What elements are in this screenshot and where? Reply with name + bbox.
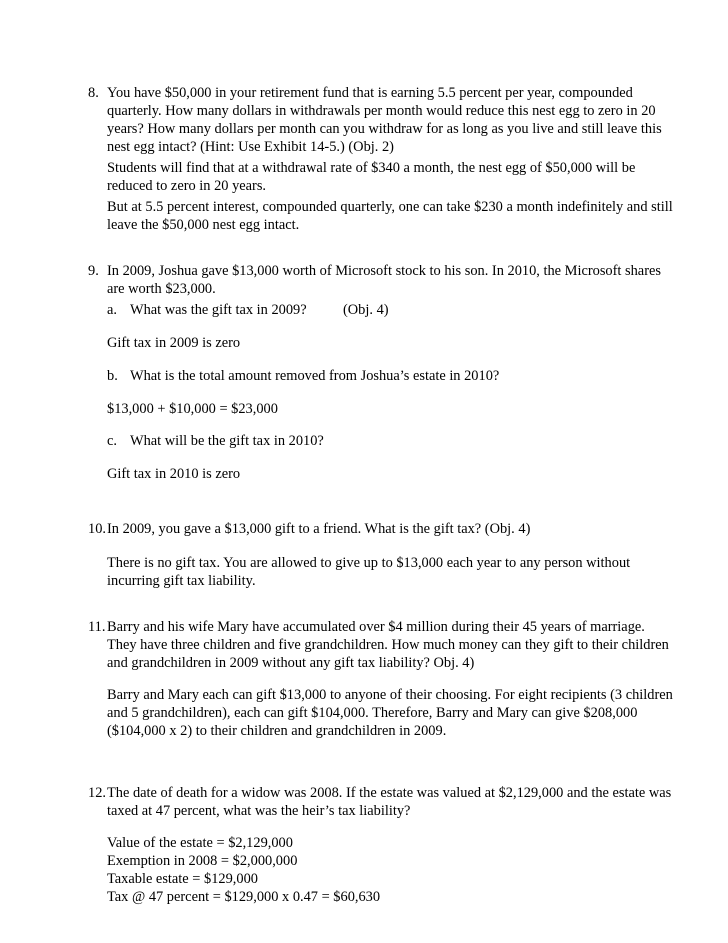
- answer-text-line: reduced to zero in 20 years.: [107, 178, 267, 194]
- answer-text-line: leave the $50,000 nest egg intact.: [107, 217, 300, 233]
- question-text-line: You have $50,000 in your retirement fund that is earning 5.5 percent per year, compounded: [107, 85, 633, 101]
- sub-question-label: a.: [107, 302, 117, 318]
- question-number: 11.: [88, 619, 106, 635]
- answer-text-line: Gift tax in 2010 is zero: [107, 466, 241, 482]
- answer-text-line: But at 5.5 percent interest, compounded quarterly, one can take $230 a month indefinitely and still: [107, 199, 673, 215]
- objective-ref: (Obj. 4): [343, 302, 389, 318]
- question-text-line: In 2009, you gave a $13,000 gift to a friend. What is the gift tax? (Obj. 4): [107, 521, 531, 537]
- question-text-line: are worth $23,000.: [107, 281, 216, 297]
- sub-question-label: c.: [107, 433, 117, 449]
- question-text-line: and grandchildren in 2009 without any gift tax liability? Obj. 4): [107, 655, 475, 671]
- question-text-line: The date of death for a widow was 2008. If the estate was valued at $2,129,000 and the estate was: [107, 785, 672, 801]
- sub-question-text: What is the total amount removed from Joshua’s estate in 2010?: [130, 368, 500, 384]
- sub-question-text: What will be the gift tax in 2010?: [130, 433, 324, 449]
- sub-question-a: [107, 301, 307, 320]
- answer-text-line: Students will find that at a withdrawal rate of $340 a month, the nest egg of $50,000 will be: [107, 160, 636, 176]
- answer-text-line: Tax @ 47 percent = $129,000 x 0.47 = $60,630: [107, 889, 381, 905]
- question-text-line: Barry and his wife Mary have accumulated over $4 million during their 45 years of marriage.: [107, 619, 645, 635]
- question-number: 10.: [88, 521, 106, 537]
- sub-question-text: What was the gift tax in 2009?: [130, 302, 307, 318]
- question-text-line: quarterly. How many dollars in withdrawals per month would reduce this nest egg to zero in 20: [107, 103, 656, 119]
- answer-text-line: Exemption in 2008 = $2,000,000: [107, 853, 298, 869]
- answer-text-line: Taxable estate = $129,000: [107, 871, 258, 887]
- sub-question-label: b.: [107, 368, 118, 384]
- question-text-line: years? How many dollars per month can you withdraw for as long as you live and still leave this: [107, 121, 662, 137]
- question-text-line: taxed at 47 percent, what was the heir’s tax liability?: [107, 803, 411, 819]
- answer-text-line: ($104,000 x 2) to their children and grandchildren in 2009.: [107, 723, 447, 739]
- question-text-line: nest egg intact? (Hint: Use Exhibit 14-5.) (Obj. 2): [107, 139, 394, 155]
- question-number: 9.: [88, 263, 99, 279]
- answer-text-line: There is no gift tax. You are allowed to give up to $13,000 each year to any person without: [107, 555, 631, 571]
- answer-text-line: Barry and Mary each can gift $13,000 to anyone of their choosing. For eight recipients (3 children: [107, 687, 673, 703]
- question-text-line: In 2009, Joshua gave $13,000 worth of Microsoft stock to his son. In 2010, the Microsoft shares: [107, 263, 661, 279]
- question-number: 8.: [88, 85, 99, 101]
- answer-text-line: incurring gift tax liability.: [107, 573, 256, 589]
- answer-text-line: and 5 grandchildren), each can gift $104,000. Therefore, Barry and Mary can give $208,000: [107, 705, 638, 721]
- question-text-line: They have three children and five grandchildren. How much money can they gift to their children: [107, 637, 669, 653]
- sub-question-b: [107, 367, 499, 386]
- answer-text-line: Value of the estate = $2,129,000: [107, 835, 293, 851]
- answer-text-line: $13,000 + $10,000 = $23,000: [107, 401, 278, 417]
- answer-text-line: Gift tax in 2009 is zero: [107, 335, 241, 351]
- sub-question-c: [107, 432, 324, 451]
- question-number: 12.: [88, 785, 106, 801]
